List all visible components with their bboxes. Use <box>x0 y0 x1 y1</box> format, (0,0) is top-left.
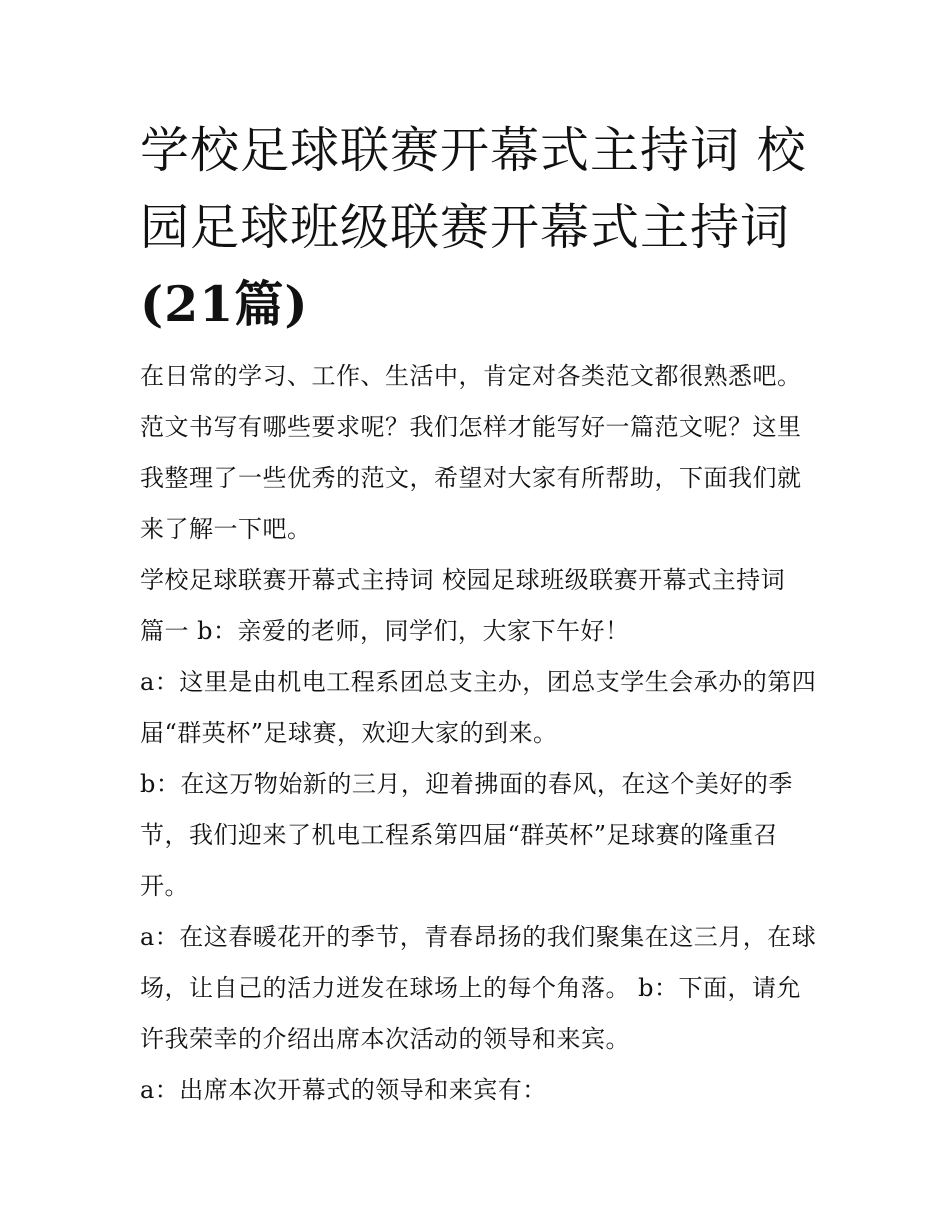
dialogue-line: 篇一 b：亲爱的老师，同学们，大家下午好！ <box>140 617 630 645</box>
dialogue-line: b：在这万物始新的三月，迎着拂面的春风，在这个美好的季节，我们迎来了机电工程系第四届“群英杯”足球赛的隆重召开。 <box>140 770 793 900</box>
title-count: (21篇) <box>140 275 309 333</box>
intro-paragraph: 在日常的学习、工作、生活中，肯定对各类范文都很熟悉吧。范文书写有哪些要求呢？我们怎样才能写好一篇范文呢？这里我整理了一些优秀的范文，希望对大家有所帮助，下面我们就来了解一下吧。 <box>140 362 802 543</box>
dialogue-line: a：出席本次开幕式的领导和来宾有： <box>140 1076 547 1104</box>
dialogue-line: a：在这春暖花开的季节，青春昂扬的我们聚集在这三月，在球场，让自己的活力迸发在球场上的每个角落。 b：下面，请允许我荣幸的介绍出席本次活动的领导和来宾。 <box>140 923 817 1053</box>
dialogue-line: a：这里是由机电工程系团总支主办，团总支学生会承办的第四届“群英杯”足球赛，欢迎大家的到来。 <box>140 668 817 747</box>
document-title <box>140 112 820 343</box>
section-heading: 学校足球联赛开幕式主持词 校园足球班级联赛开幕式主持词 <box>140 566 786 594</box>
document-body <box>140 351 820 1116</box>
document-page <box>140 112 820 1116</box>
title-main: 学校足球联赛开幕式主持词 校园足球班级联赛开幕式主持词 <box>140 122 807 256</box>
